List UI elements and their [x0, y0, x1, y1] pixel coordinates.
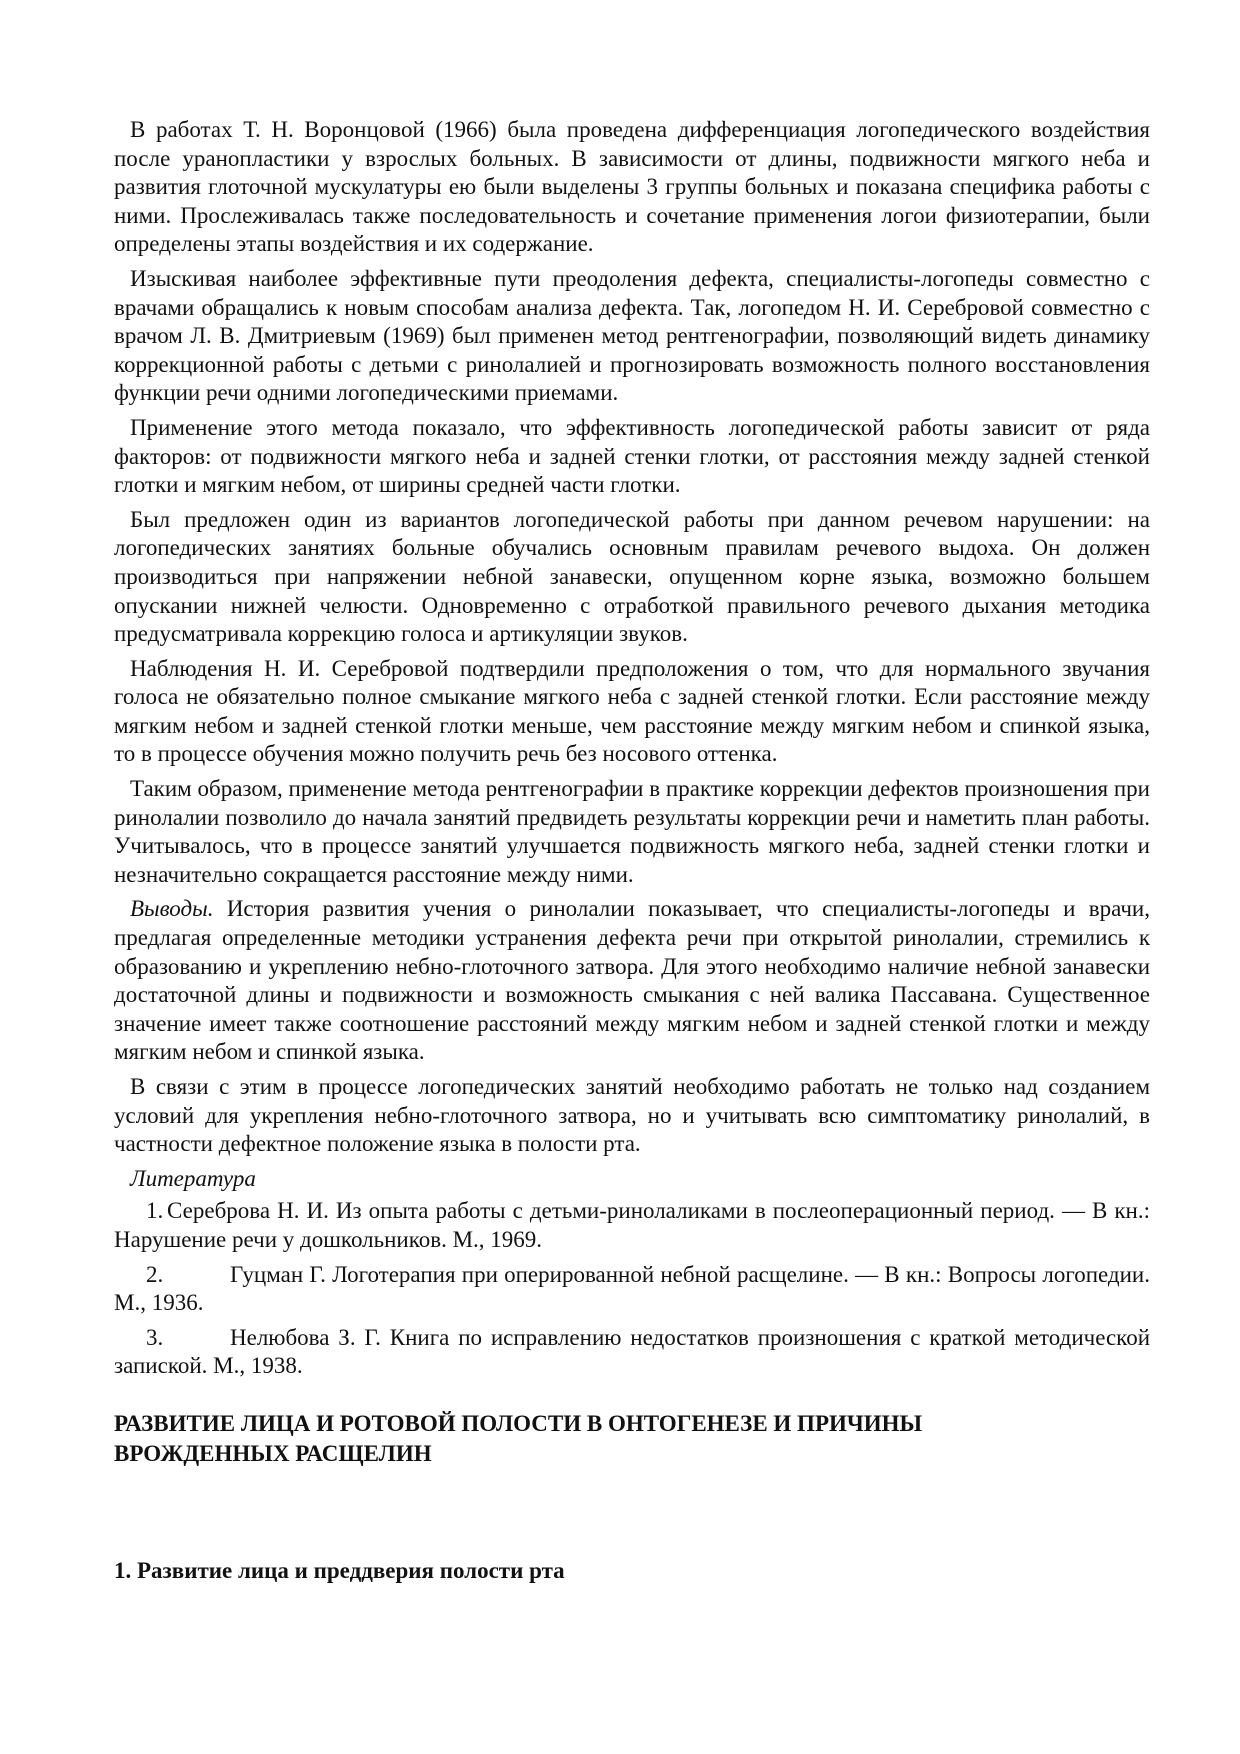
reference-number: 2.: [146, 1261, 164, 1287]
paragraph-work-variant: Был предложен один из вариантов логопедической работы при данном речевом нарушении: на логопедических занятиях больные обучались основным правилам речевого выдоха. Он должен производиться при напряжении небной занавески, опущенном корне языка, возможно большем опускании нижней челюсти. Одновременно с отработкой правильного речевого дыхания методика предусматривала коррекцию голоса и артикуляции звуков.: [114, 506, 1150, 647]
reference-item-1: [114, 1197, 1150, 1254]
literature-heading: Литература: [130, 1165, 256, 1191]
paragraph-serebrova-observations: Наблюдения Н. И. Серебровой подтвердили предположения о том, что для нормального звучания голоса не обязательно полное смыкание мягкого неба с задней стенкой глотки. Если расстояние между мягким небом и задней стенкой глотки меньше, чем расстояние между мягким небом и спинкой языка, то в процессе обучения можно получить речь без носового оттенка.: [114, 655, 1150, 767]
paragraph-method-results: Применение этого метода показало, что эффективность логопедической работы зависит от ряда факторов: от подвижности мягкого неба и задней стенки глотки, от расстояния между задней стенкой глотки и мягким небом, от ширины средней части глотки.: [114, 414, 1150, 498]
paragraph-radiography-method: Изыскивая наиболее эффективные пути преодоления дефекта, специалисты-логопеды совместно с врачами обращались к новым способам анализа дефекта. Так, логопедом Н. И. Серебровой совместно с врачом Л. В. Дмитриевым (1969) был применен метод рентгенографии, позволяющий видеть динамику коррекционной работы с детьми с ринолалией и прогнозировать возможность полного восстановления функции речи одними логопедическими приемами.: [114, 265, 1150, 406]
paragraph-conclusions: [114, 895, 1150, 1067]
reference-number: 1.: [146, 1198, 164, 1224]
section-title: [114, 1409, 1150, 1469]
reference-text: Сереброва Н. И. Из опыта работы с детьми-ринолаликами в послеоперационный период. — В кн.: Нарушение речи у дошкольников. М., 1969.: [114, 1198, 1150, 1252]
document-page: [114, 116, 1150, 1586]
paragraph-closing: В связи с этим в процессе логопедических занятий необходимо работать не только над созданием условий для укрепления небно-глоточного затвора, но и учитывать всю симптоматику ринолалий, в частности дефектное положение языка в полости рта.: [114, 1074, 1150, 1157]
reference-number: 3.: [146, 1324, 164, 1350]
reference-text: Гуцман Г. Логотерапия при оперированной небной расщелине. — В кн.: Вопросы логопедии. М., 1936.: [114, 1261, 1150, 1316]
reference-text: Нелюбова З. Г. Книга по исправлению недостатков произношения с краткой методической запиской. М., 1938.: [114, 1324, 1150, 1379]
section-title-line-1: РАЗВИТИЕ ЛИЦА И РОТОВОЙ ПОЛОСТИ В ОНТОГЕНЕЗЕ И ПРИЧИНЫ: [114, 1410, 923, 1436]
reference-item-3: [114, 1324, 1150, 1381]
conclusions-text: История развития учения о ринолалии показывает, что специалисты-логопеды и врачи, предлагая определенные методики устранения дефекта речи при открытой ринолалии, стремились к образованию и укреплению небно-глоточного затвора. Для этого необходимо наличие небной занавески достаточной длины и подвижности и возможность смыкания с ней валика Пассавана. Существенное значение имеет также соотношение расстояний между мягким небом и задней стенкой глотки и между мягким небом и спинкой языка.: [114, 896, 1150, 1065]
paragraph-radiography-summary: Таким образом, применение метода рентгенографии в практике коррекции дефектов произношения при ринолалии позволило до начала занятий предвидеть результаты коррекции речи и наметить план работы. Учитывалось, что в процессе занятий улучшается подвижность мягкого неба, задней стенки глотки и незначительно сокращается расстояние между ними.: [114, 776, 1150, 887]
paragraph-vorontsova: В работах Т. Н. Воронцовой (1966) была проведена дифференциация логопедического воздействия после уранопластики у взрослых больных. В зависимости от длины, подвижности мягкого неба и развития глоточной мускулатуры ею были выделены 3 группы больных и показана специфика работы с ними. Прослеживалась также последовательность и сочетание применения логои физиотерапии, были определены этапы воздействия и их содержание.: [114, 117, 1150, 257]
subsection-title: 1. Развитие лица и преддверия полости рта: [114, 1557, 565, 1583]
conclusions-label: Выводы.: [130, 896, 214, 922]
reference-item-2: [114, 1261, 1150, 1318]
section-title-line-2: ВРОЖДЕННЫХ РАСЩЕЛИН: [114, 1440, 432, 1466]
